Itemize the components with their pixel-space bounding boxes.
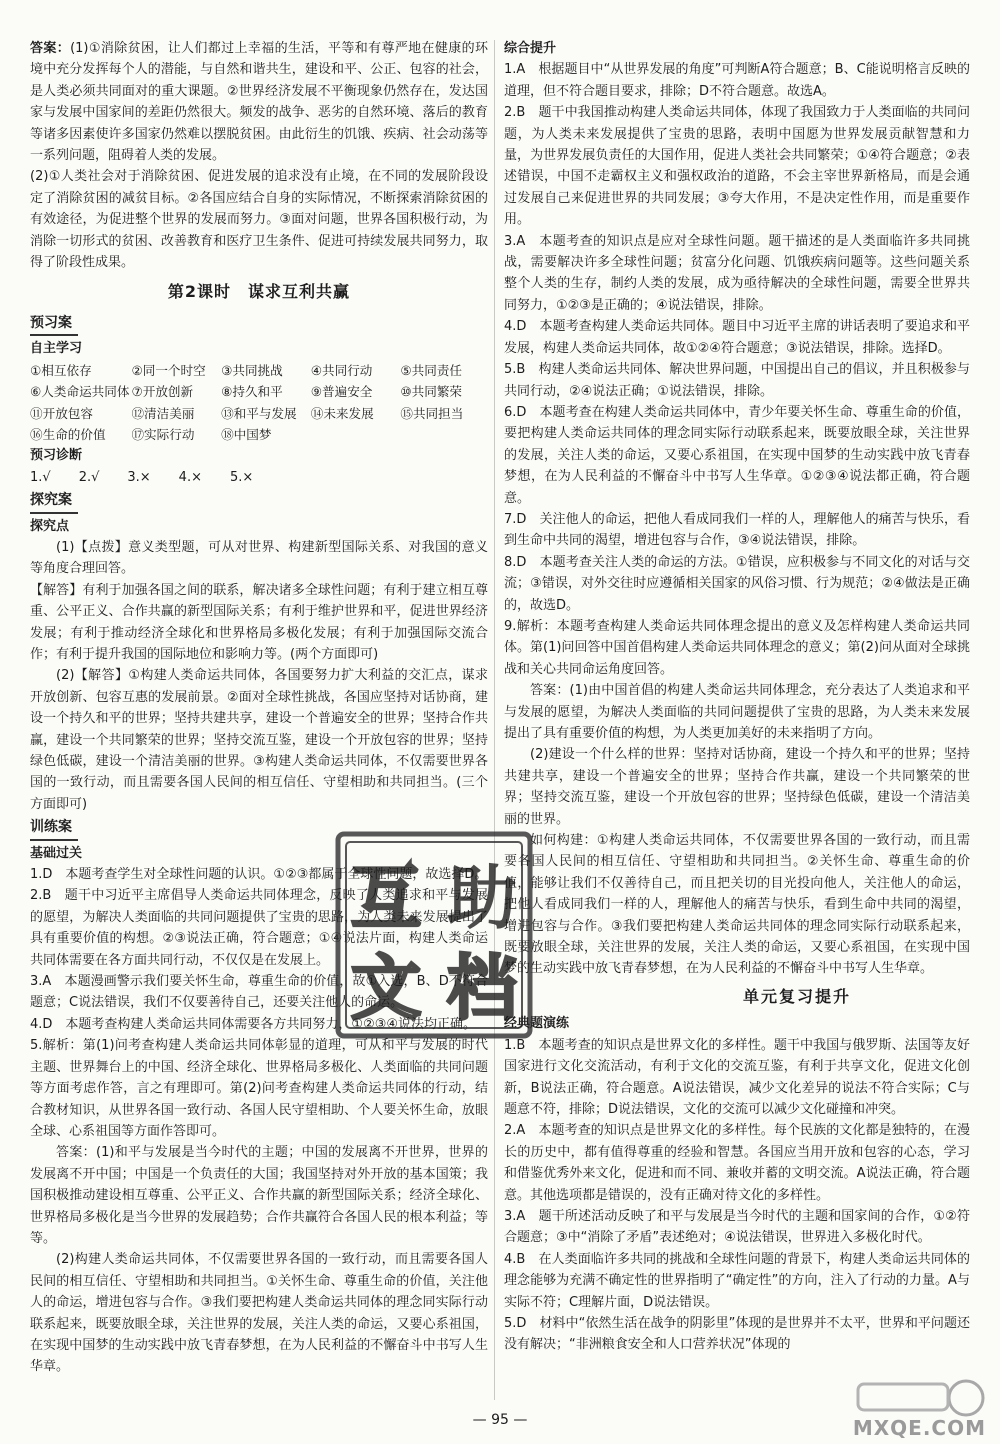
watermark-logo [838, 1378, 988, 1440]
comprehensive-item: 如何构建：①构建人类命运共同体，不仅需要世界各国的一致行动，而且需要各国人民间的相互信任、守望相助和共同担当。②关怀生命、尊重生命的价值，能够让我们不仅善待自己，而且把关切的目光投向他人，关注他人的命运，把他人看成同我们一样的人，理解他人的痛苦与快乐，看到生命中共同的渴望，增进包容与合作。③我们要把构建人类命运共同体的理念同实际行动联系起来，既要放眼全球，关注世界的发展，关注人类的命运，又要心系祖国，在实现中国梦的生动实践中放飞青春梦想，在为人民利益的不懈奋斗中书写人生华章。 [504, 833, 970, 977]
self-study-item: ⑧持久和平 [221, 384, 283, 400]
training-band: 训练案 [30, 817, 78, 840]
classic-item: 4.B 在人类面临许多共同的挑战和全球性问题的背景下，构建人类命运共同体的理念能够为充满不确定性的世界指明了“确定性”的方向，注入了行动的力量。A与实际不符；C理解片面，D说法错误。 [504, 1251, 970, 1310]
self-study-grid [30, 360, 488, 446]
watermark-site-text: MXQE.COM [852, 1416, 986, 1440]
self-study-item: ①相互依存 [30, 362, 92, 378]
basic-item: 5.解析：第(1)问考查构建人类命运共同体彰显的道理，可从和平与发展的时代主题、世界舞台上的中国、经济全球化、世界格局多极化、人类面临的共同问题等方面考虑作答，言之有理即可。第(2)问考查构建人类命运共同体的行动，结合教材知识，从世界各国一致行动、各国人民守望相助、个人要关怀生命，放眼全球、心系祖国等方面作答即可。 [30, 1038, 488, 1139]
diagnosis-item: 4.× [178, 469, 202, 485]
comprehensive-item: 9.解析：本题考查构建人类命运共同体理念提出的意义及怎样构建人类命运共同体。第(1)问回答中国首倡构建人类命运共同体理念的意义；第(2)问从面对全球挑战和关心共同命运角度回答。 [504, 618, 970, 677]
seal-char: 档 [447, 947, 517, 1029]
classic-heading: 经典题演练 [504, 1016, 570, 1032]
inquiry-paragraph: (1)【点拨】意义类型题，可从对世界、构建新型国际关系、对我国的意义等角度合理回答。 [30, 539, 488, 577]
self-study-item: ⑰实际行动 [131, 426, 195, 442]
diagnosis-item: 2.√ [78, 469, 100, 485]
self-study-heading: 自主学习 [30, 341, 83, 357]
comprehensive-item: 4.D 本题考查构建人类命运共同体。题目中习近平主席的讲话表明了要追求和平发展，构建人类命运共同体，故①②④符合题意；③说法错误，排除。选择D。 [504, 319, 970, 356]
self-study-item: ⑮共同担当 [400, 405, 464, 421]
diagnosis-item: 1.√ [30, 469, 51, 485]
comprehensive-item: (2)建设一个什么样的世界：坚持对话协商，建设一个持久和平的世界；坚持共建共享，建设一个普遍安全的世界；坚持合作共赢，建设一个共同繁荣的世界；坚持交流互鉴，建设一个开放包容的世界；坚持绿色低碳，建设一个清洁美丽的世界。 [504, 747, 970, 827]
basic-item: 1.D 本题考查学生对全球性问题的认识。①②③都属于全球性问题，故选择D。 [30, 867, 488, 883]
basic-item: 2.B 题干中习近平主席倡导人类命运共同体理念，反映了人类追求和平与发展的愿望，为解决人类面临的共同问题提供了宝贵的思路，为人类未来发展提出了具有重要价值的构想。②③说法正确，符合题意；①④说法片面，构建人类命运共同体需要在各方面共同行动，不仅仅是在发展上。 [30, 888, 488, 968]
column-divider [494, 40, 495, 1400]
classic-item: 1.B 本题考查的知识点是世界文化的多样性。题干中我国与俄罗斯、法国等友好国家进行文化交流活动，有利于文化的交流互鉴，有利于共享文化，促进文化创新，B说法正确，符合题意。A说法错误，减少文化差异的说法不符合实际；C与题意不符，排除；D说法错误，文化的交流可以减少文化碰撞和冲突。 [504, 1037, 970, 1117]
self-study-item: ⑥人类命运共同体 [30, 384, 130, 400]
basic-item: 3.A 本题漫画警示我们要关怀生命，尊重生命的价值，故①入选，B、D不符合题意；C说法错误，我们不仅要善待自己，还要关注他人的命运。 [30, 974, 488, 1011]
self-study-item: ⑦开放创新 [131, 384, 194, 400]
left-column [30, 38, 488, 1378]
comprehensive-item: 3.A 本题考查的知识点是应对全球性问题。题干描述的是人类面临许多共同挑战，需要解决许多全球性问题；贫富分化问题、饥饿疾病问题等。这些问题关系整个人类的生存，制约人类的发展，成为亟待解决的全球性问题，需要全世界共同努力，①②③是正确的；④说法错误，排除。 [504, 233, 970, 313]
self-study-item: ⑨普遍安全 [310, 384, 373, 400]
comprehensive-item: 2.B 题干中我国推动构建人类命运共同体，体现了我国致力于人类面临的共同问题，为人类未来发展提供了宝贵的思路，表明中国愿为世界发展贡献智慧和力量，为世界发展负责任的大国作用，促进人类社会共同繁荣；①④符合题意；②表述错误，中国不走霸权主义和强权政治的道路，不会主宰世界新格局，而是会通过发展自己来促进世界的共同发展；③夸大作用，不是决定性作用，而是重要作用。 [504, 105, 970, 228]
intro-answer-1-text: (1)①消除贫困，让人们都过上幸福的生活，平等和有尊严地在健康的环境中充分发挥每个人的潜能，与自然和谐共生，建设和平、公正、包容的社会，是人类必须共同面对的重大课题。②世界经济发展不平衡现象仍然存在，发达国家与发展中国家间的差距仍然很大。频发的战争、恶劣的自然环境、落后的教育等诸多因素使许多国家仍然难以摆脱贫困。由此衍生的饥饿、疾病、社会动荡等一系列问题，阻碍着人类的发展。 [30, 41, 488, 164]
diagnosis-row [30, 467, 488, 488]
comprehensive-item: 5.B 构建人类命运共同体、解决世界问题，中国提出自己的倡议，并且积极参与共同行动，②④说法正确；①说法错误，排除。 [504, 362, 970, 399]
diagnosis-heading: 预习诊断 [30, 448, 83, 464]
seal-char: 文 [351, 947, 421, 1029]
diagnosis-item: 3.× [127, 469, 151, 485]
intro-answer-1 [30, 38, 488, 166]
classic-item: 3.A 题干所述活动反映了和平与发展是当今时代的主题和国家间的合作，①②符合题意；③中“消除了矛盾”表述绝对；④说法错误，世界进入多极化时代。 [504, 1208, 970, 1246]
self-study-item: ②同一个时空 [131, 362, 206, 378]
classic-item: 2.A 本题考查的知识点是世界文化的多样性。每个民族的文化都是独特的，在漫长的历史中，都有值得尊重的经验和智慧。各国应当用开放和包容的心态，学习和借鉴优秀外来文化，促进和而不同、兼收并蓄的文明交流。A说法正确，符合题意。其他选项都是错误的，没有正确对待文化的多样性。 [504, 1123, 970, 1203]
self-study-item: ⑱中国梦 [221, 426, 272, 442]
comprehensive-item: 7.D 关注他人的命运，把他人看成同我们一样的人，理解他人的痛苦与快乐，看到生命中共同的渴望，增进包容与合作，③④说法错误，排除。 [504, 511, 970, 549]
seal-char: 助 [447, 857, 517, 939]
inquiry-band: 探究案 [30, 490, 78, 513]
self-study-item: ⑭未来发展 [310, 405, 374, 421]
lesson-title: 第2课时 谋求互利共赢 [167, 282, 351, 302]
self-study-item: ⑪开放包容 [30, 405, 93, 421]
self-study-item: ⑯生命的价值 [30, 426, 106, 442]
basic-item: (2)构建人类命运共同体，不仅需要世界各国的一致行动，而且需要各国人民间的相互信任、守望相助和共同担当。①关怀生命、尊重生命的价值，关注他人的命运，增进包容与合作。③我们要把构建人类命运共同体的理念同实际行动联系起来，既要放眼全球，关注世界的发展，关注人类的命运，又要心系祖国，在实现中国梦的生动实践中放飞青春梦想，在为人民利益的不懈奋斗中书写人生华章。 [30, 1252, 488, 1375]
inquiry-paragraph: (2)【解答】①构建人类命运共同体，各国要努力扩大利益的交汇点，谋求开放创新、包容互惠的发展前景。②面对全球性挑战，各国应坚持对话协商，建设一个持久和平的世界；坚持共建共享，建设一个普遍安全的世界；坚持合作共赢，建设一个共同繁荣的世界；坚持交流互鉴，建设一个开放包容的世界；坚持绿色低碳，建设一个清洁美丽的世界。③构建人类命运共同体，不仅需要世界各国的一致行动，而且需要各国人民间的相互信任、守望相助和共同担当。(三个方面即可) [30, 668, 488, 812]
diagnosis-item: 5.× [229, 469, 254, 485]
self-study-item: ⑫清洁美丽 [131, 405, 195, 421]
page-number: — 95 — [472, 1412, 528, 1428]
comprehensive-item: 6.D 本题考查在构建人类命运共同体中，青少年要关怀生命、尊重生命的价值，要把构建人类命运共同体的理念同实际行动联系起来，既要放眼全球，关注世界的发展，关注人类的命运，又要心系祖国，在实现中国梦的生动实践中放飞青春梦想，在为人民利益的不懈奋斗中书写人生华章。①②③④说法都正确，符合题意。 [504, 404, 970, 506]
self-study-item: ③共同挑战 [221, 362, 283, 378]
basic-heading: 基础过关 [30, 845, 83, 861]
answer-label: 答案： [30, 41, 71, 56]
comprehensive-item: 1.A 根据题目中“从世界发展的角度”可判断A符合题意；B、C能说明格言反映的道理，但不符合题目要求，排除；D不符合题意。故选A。 [504, 62, 970, 99]
self-study-item: ⑩共同繁荣 [400, 384, 463, 400]
right-column [504, 38, 970, 1356]
classic-item: 5.D 材料中“依然生活在战争的阴影里”体现的是世界并不太平，世界和平问题还没有解决；“非洲粮食安全和人口营养状况”体现的 [504, 1315, 970, 1353]
comprehensive-item: 答案：(1)由中国首倡的构建人类命运共同体理念，充分表达了人类追求和平与发展的愿望，为解决人类面临的共同问题提供了宝贵的思路，为人类未来发展提出了具有重要价值的构想，为人类更加美好的未来指明了方向。 [504, 683, 970, 741]
preview-band: 预习案 [30, 313, 78, 336]
inquiry-paragraph: 【解答】有利于加强各国之间的联系，解决诸多全球性问题；有利于建立相互尊重、公平正义、合作共赢的新型国际关系；有利于维护世界和平，促进世界经济发展；有利于推动经济全球化和世界格局多极化发展；有利于加强国际交流合作；有利于提升我国的国际地位和影响力等。(两个方面即可) [30, 582, 488, 662]
basic-item: 答案：(1)和平与发展是当今时代的主题；中国的发展离不开世界，世界的发展离不开中国；中国是一个负责任的大国；我国坚持对外开放的基本国策；我国积极推动建设相互尊重、公平正义、合作共赢的新型国际关系；经济全球化、世界格局多极化是当今世界的发展趋势；合作共赢符合各国人民的根本利益；等等。 [30, 1145, 488, 1246]
basic-item: 4.D 本题考查构建人类命运共同体需要各方共同努力，①②③④说法均正确。 [30, 1016, 477, 1032]
comprehensive-heading: 综合提升 [504, 41, 557, 56]
seal-char: 互 [351, 857, 421, 939]
comprehensive-item: 8.D 本题考查关注人类的命运的方法。①错误，应积极参与不同文化的对话与交流；③错误，对外交往时应遵循相关国家的风俗习惯、行为规范；②④做法是正确的，故选D。 [504, 554, 970, 613]
unit-review-title: 单元复习提升 [742, 986, 851, 1006]
inquiry-point-heading: 探究点 [30, 518, 70, 534]
intro-answer-2: (2)①人类社会对于消除贫困、促进发展的追求没有止境，在不同的发展阶段设定了消除贫困的减贫目标。②各国应结合自身的实际情况，不断探索消除贫困的有效途径，为促进整个世界的发展而努力。③面对问题，世界各国积极行动，为消除一切形式的贫困、改善教育和医疗卫生条件、促进可持续发展共同努力，取得了阶段性成果。 [30, 169, 488, 271]
self-study-item: ④共同行动 [310, 362, 373, 378]
self-study-item: ⑬和平与发展 [221, 405, 297, 421]
self-study-item: ⑤共同责任 [400, 362, 463, 378]
